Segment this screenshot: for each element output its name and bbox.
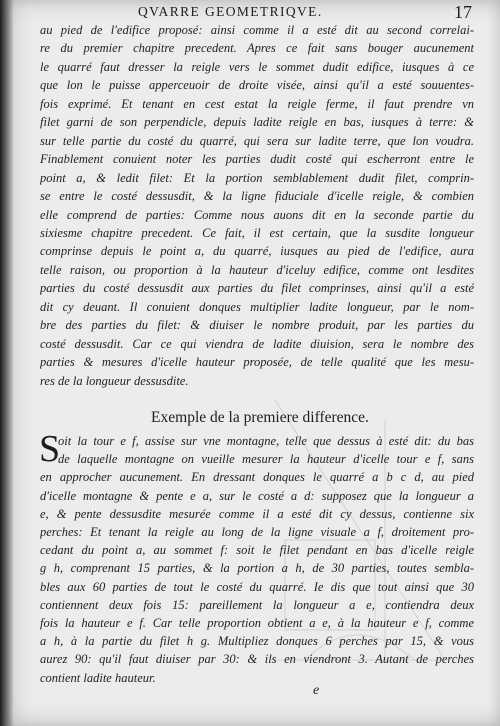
signature-mark: e xyxy=(313,683,320,698)
page-header xyxy=(42,2,472,22)
text-line: res de la longueur dessusdite. xyxy=(40,373,189,388)
text-line: bre des parties du filet: & diuiser le nombre produit, par les parties du xyxy=(40,318,474,333)
text-line: le quarré faut dresser la reigle vers le sommet dudit edifice, iusques à ce xyxy=(40,59,474,74)
page-number: 17 xyxy=(454,2,472,22)
text-line: oit la tour e f, assise sur vne montagne, telle que dessus à esté dit: du bas xyxy=(58,434,474,448)
text-line: contient ladite hauteur. xyxy=(40,670,156,685)
text-line: telle raison, ou proportion à la hauteur d'iceluy edifice, comme ont lesdites xyxy=(40,262,474,277)
text-line: fois la hauteur e f. Car telle proportion obtient a e, à la hauteur e f, comme xyxy=(40,616,474,631)
text-line: en approcher aucunement. En dressant donques le quarré a b c d, au pied xyxy=(40,470,474,485)
text-line: g h, comprenant 15 parties, & la portion a h, de 30 parties, toutes sembla- xyxy=(40,561,474,576)
text-line: d'icelle montagne & pente e a, sur le costé a d: supposez que la longueur a xyxy=(40,488,474,503)
text-line: se entre le costé dessusdit, & la ligne fiduciale d'icelle reigle, & combien xyxy=(40,189,474,204)
text-line: bles aux 60 parties de tout le costé du quarré. Ie dis que tout ainsi que 30 xyxy=(40,579,474,594)
text-line: comprinse depuis le point a, du quarré, iusques au pied de l'edifice, aura xyxy=(40,244,474,259)
text-line: perches: Et tenant la reigle au long de la ligne visuale a f, droitement pro- xyxy=(40,525,474,540)
text-line: filet garni de son perpendicle, depuis ladite reigle en bas, iusques à terre: & xyxy=(40,115,474,130)
text-line: contiennent deux fois 15: pareillement la longueur a e, contiendra deux xyxy=(40,597,474,612)
text-line: au pied de l'edifice proposé: ainsi comme il a esté dit au second correlai- xyxy=(40,23,474,37)
text-line: sixiesme chapitre precedent. Ce fait, il est certain, que la susdite longueur xyxy=(40,225,474,240)
text-line: sur telle partie du costé du quarré, qui sera sur ladite terre, que lon voudra. xyxy=(40,133,474,148)
running-title: QVARRE GEOMETRIQVE. xyxy=(138,4,323,19)
paragraph-main xyxy=(40,21,474,390)
text-line: parties du costé dessusdit aux parties du filet comprinses, ainsi qu'il a esté xyxy=(40,281,474,296)
text-line: Finablement conuient noter les parties dudit costé qui escherront entre le xyxy=(40,152,474,167)
text-line: e, & pente dessusdite mesurée comme il a esté dit cy dessus, contienne six xyxy=(40,506,474,521)
drop-cap: S xyxy=(39,428,61,470)
text-line: de laquelle montagne on vueille mesurer la hauteur d'icelle tour e f, sans xyxy=(58,452,474,467)
text-line: re du premier chapitre precedent. Apres ce fait sans bouger aucunement xyxy=(40,41,474,56)
page-gutter-shadow xyxy=(0,0,14,726)
text-line: costé dessusdit. Car ce qui viendra de ladite diuision, sera le nombre des xyxy=(40,336,474,351)
text-line: dit cy deuant. Il conuient donques multiplier ladite longueur, par le nom- xyxy=(40,299,474,314)
text-line: elle comprend de parties: Comme nous auons dit en la seconde partie du xyxy=(40,207,474,222)
text-line: parties & mesures d'icelle hauteur proposée, de telle qualité que les mesu- xyxy=(40,355,474,370)
text-line: fois exprimé. Et tenant en cest estat la reigle ferme, il faut prendre vn xyxy=(40,96,474,111)
text-line: cedant du point a, au sommet f: soit le filet pendant en bas d'icelle reigle xyxy=(40,543,474,558)
text-line: a h, à la partie du filet h g. Multipliez donques 6 perches par 15, & vous xyxy=(40,634,474,649)
paragraph-example xyxy=(39,428,474,687)
text-line: aurez 90: qu'il faut diuiser par 30: & ils en viendront 3. Autant de perches xyxy=(40,652,474,667)
section-heading: Exemple de la premiere difference. xyxy=(151,409,369,426)
text-line: point a, & ledit filet: Et la portion semblablement dudit filet, comprin- xyxy=(40,170,474,185)
text-line: que lon le puisse apperceuoir de droite visée, ainsi qu'il a esté souuentes- xyxy=(40,78,474,93)
